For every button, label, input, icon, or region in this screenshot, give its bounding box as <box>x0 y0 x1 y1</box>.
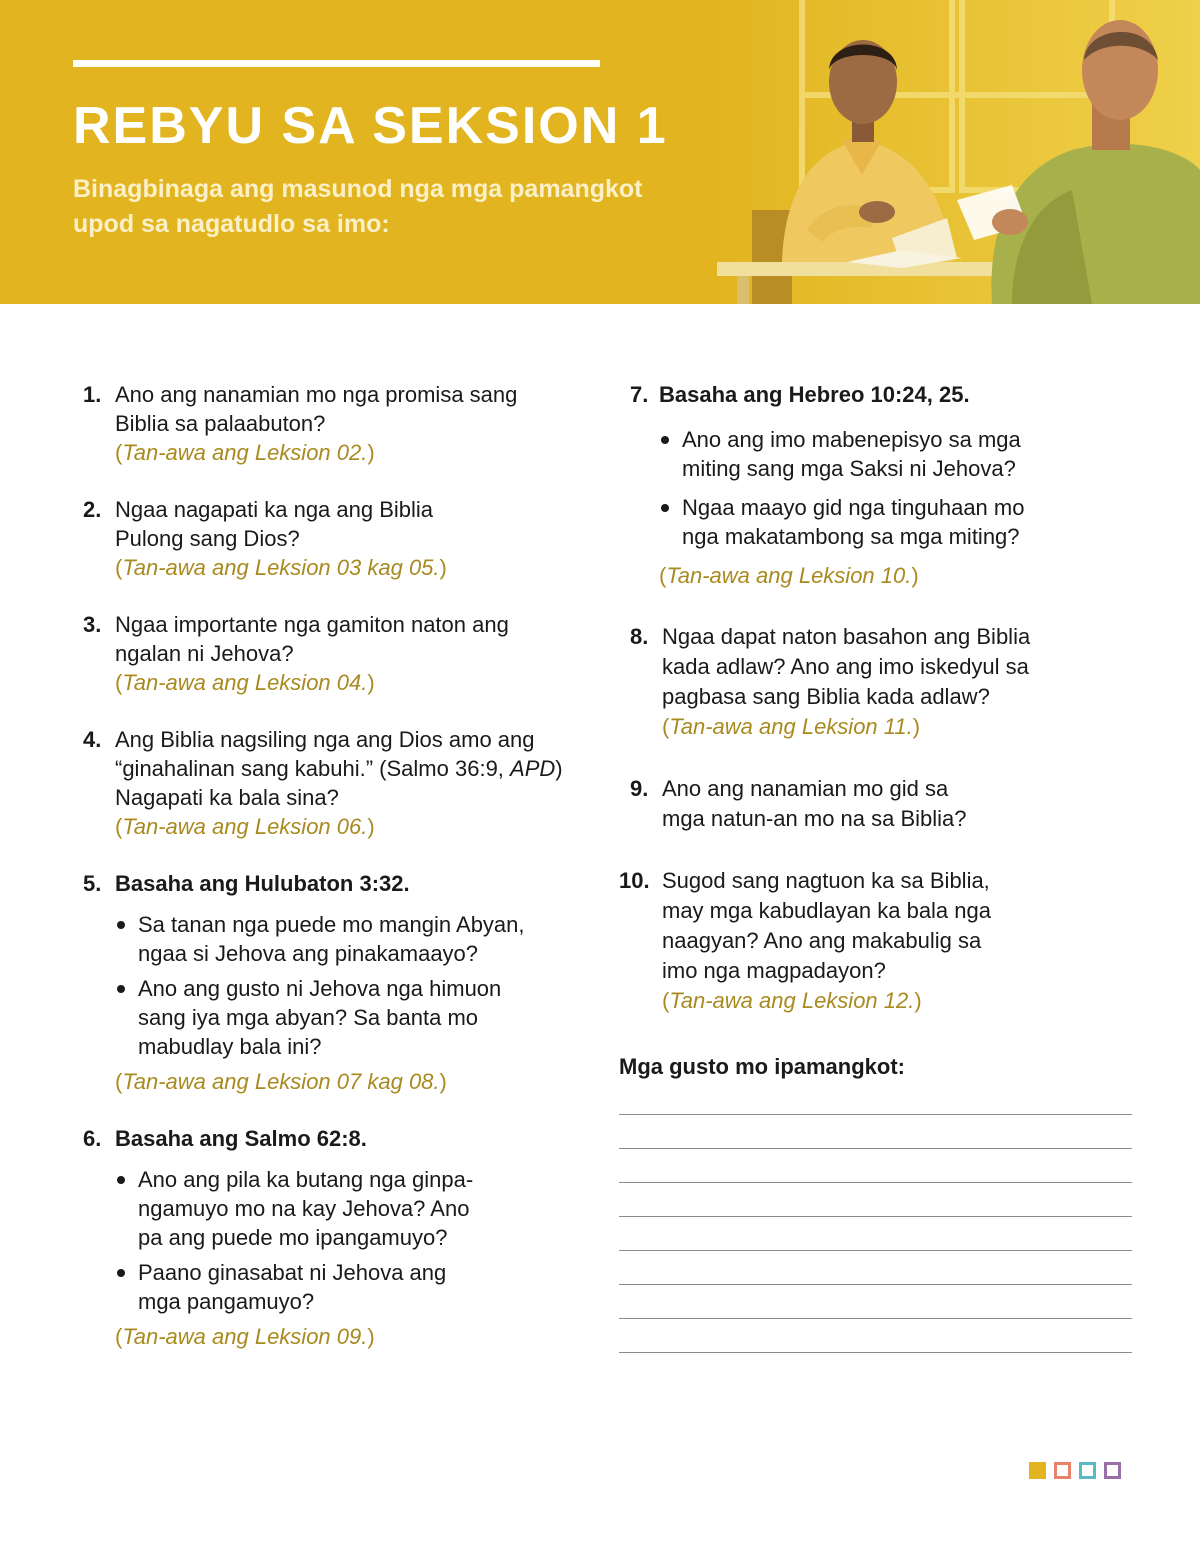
lesson-reference: (Tan-awa ang Leksion 06.) <box>115 814 375 839</box>
header-rule <box>73 60 600 67</box>
question-text: Ngaa dapat naton basahon ang Biblia kada adlaw? Ano ang imo iskedyul sa pagbasa sang Biblia kada adlaw? <box>662 624 1031 709</box>
question-2 <box>83 495 475 582</box>
bullet-item: Paano ginasabat ni Jehova ang mga pangamuyo? <box>115 1258 468 1316</box>
note-line[interactable] <box>619 1352 1132 1353</box>
question-text: Basaha ang Hulubaton 3:32. <box>115 871 410 896</box>
lesson-reference: (Tan-awa ang Leksion 11.) <box>662 714 921 739</box>
bullet-item: Ano ang pila ka butang nga ginpa-ngamuyo mo na kay Jehova? Ano pa ang puede mo ipangamuyo? <box>115 1165 498 1252</box>
question-number: 1. <box>83 382 102 407</box>
question-8 <box>619 622 1062 742</box>
section-square-outline <box>1054 1462 1071 1479</box>
section-square-filled <box>1029 1462 1046 1479</box>
note-line[interactable] <box>619 1148 1132 1149</box>
question-text: Sugod sang nagtuon ka sa Biblia, may mga kabudlayan ka bala nga naagyan? Ano ang makabulig sa imo nga magpadayon? <box>662 868 991 983</box>
lesson-reference: (Tan-awa ang Leksion 12.) <box>662 988 922 1013</box>
bullet-item: Sa tanan nga puede mo mangin Abyan, ngaa si Jehova ang pinakamaayo? <box>115 910 575 968</box>
lesson-reference: (Tan-awa ang Leksion 10.) <box>659 563 919 588</box>
lesson-reference: (Tan-awa ang Leksion 09.) <box>115 1324 375 1349</box>
question-3 <box>83 610 535 697</box>
question-text: Ano ang nanamian mo gid sa mga natun-an mo na sa Biblia? <box>662 776 967 831</box>
question-text: Ano ang nanamian mo nga promisa sang Biblia sa palaabuton? <box>115 382 518 436</box>
question-9 <box>619 774 992 834</box>
question-4 <box>83 725 585 841</box>
page-subtitle <box>73 172 713 242</box>
question-7 <box>619 380 1089 590</box>
question-number: 5. <box>83 871 102 896</box>
header-banner <box>0 0 1200 304</box>
note-line[interactable] <box>619 1318 1132 1319</box>
question-text: Ngaa importante nga gamiton naton ang ngalan ni Jehova? <box>115 612 509 666</box>
notes-section <box>619 1052 1139 1353</box>
question-number: 10. <box>619 868 650 893</box>
question-number: 4. <box>83 727 102 752</box>
right-column <box>619 380 1139 1353</box>
notes-label: Mga gusto mo ipamangkot: <box>619 1054 905 1079</box>
bullet-item: Ano ang imo mabenepisyo sa mga miting sang mga Saksi ni Jehova? <box>659 425 1042 483</box>
bullet-list <box>659 425 1089 551</box>
question-number: 7. <box>630 382 649 407</box>
subtitle-line-2: upod sa nagatudlo sa imo: <box>73 210 390 238</box>
question-text: Ang Biblia nagsiling nga ang Dios amo ang “ginahalinan sang kabuhi.” (Salmo 36:9, APD) Nagapati ka bala sina? <box>115 727 563 810</box>
question-10 <box>619 866 1012 1016</box>
study-illustration <box>712 0 1200 304</box>
note-line[interactable] <box>619 1114 1132 1115</box>
question-5 <box>83 869 575 1096</box>
subtitle-line-1: Binagbinaga ang masunod nga mga pamangkot <box>73 175 643 203</box>
note-line[interactable] <box>619 1216 1132 1217</box>
bullet-list <box>115 1165 555 1316</box>
question-text: Basaha ang Salmo 62:8. <box>115 1126 367 1151</box>
question-text: Ngaa nagapati ka nga ang Biblia Pulong sang Dios? <box>115 497 434 551</box>
section-square-outline <box>1079 1462 1096 1479</box>
question-number: 6. <box>83 1126 102 1151</box>
bullet-list <box>115 910 575 1061</box>
note-line[interactable] <box>619 1182 1132 1183</box>
bullet-item: Ano ang gusto ni Jehova nga himuon sang iya mga abyan? Sa banta mo mabudlay bala ini? <box>115 974 518 1061</box>
question-6 <box>83 1124 555 1351</box>
lesson-reference: (Tan-awa ang Leksion 04.) <box>115 670 375 695</box>
section-indicator <box>1029 1462 1121 1479</box>
left-column <box>83 380 563 1351</box>
bullet-item: Ngaa maayo gid nga tinguhaan mo nga makatambong sa mga miting? <box>659 493 1052 551</box>
section-square-outline <box>1104 1462 1121 1479</box>
note-line[interactable] <box>619 1250 1132 1251</box>
question-number: 8. <box>630 624 649 649</box>
question-number: 2. <box>83 497 102 522</box>
lesson-reference: (Tan-awa ang Leksion 03 kag 05.) <box>115 555 447 580</box>
question-number: 3. <box>83 612 102 637</box>
page-title: REBYU SA SEKSION 1 <box>73 97 668 155</box>
note-line[interactable] <box>619 1284 1132 1285</box>
question-1 <box>83 380 535 467</box>
question-text: Basaha ang Hebreo 10:24, 25. <box>659 382 970 407</box>
lesson-reference: (Tan-awa ang Leksion 07 kag 08.) <box>115 1069 447 1094</box>
question-number: 9. <box>630 776 649 801</box>
lesson-reference: (Tan-awa ang Leksion 02.) <box>115 440 375 465</box>
